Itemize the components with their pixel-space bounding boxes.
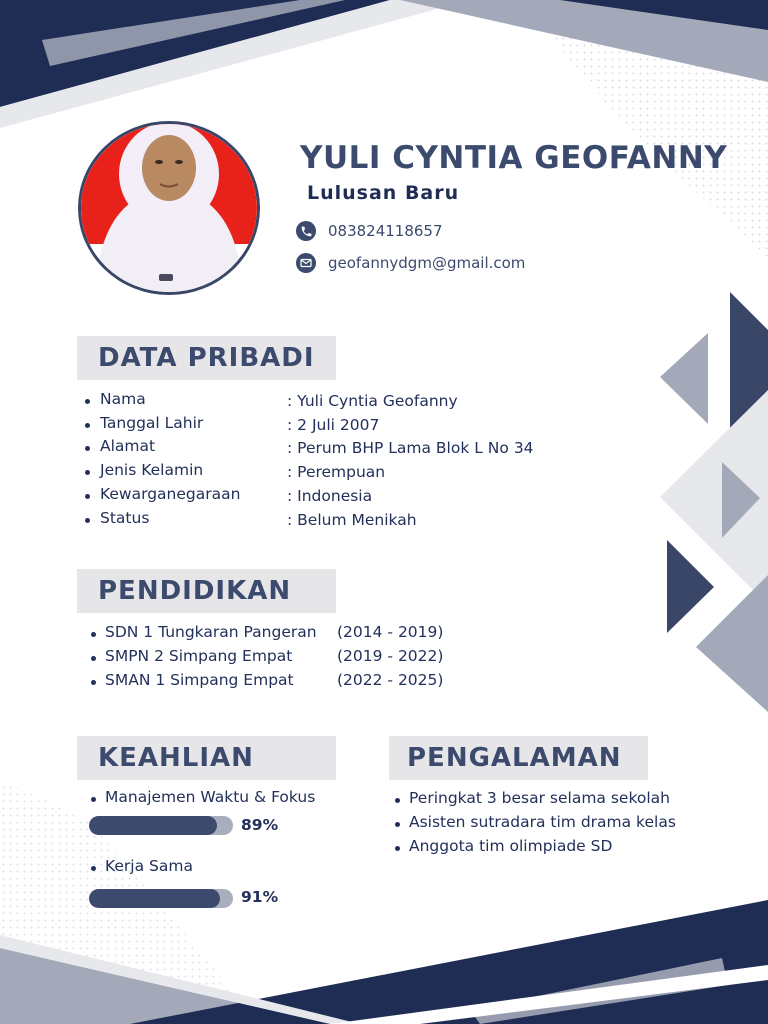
- contact-email[interactable]: [296, 253, 525, 273]
- contact-phone[interactable]: [296, 221, 443, 241]
- section-title-experience: PENGALAMAN: [389, 736, 648, 780]
- experience-item: Peringkat 3 besar selama sekolah: [389, 789, 676, 813]
- job-subtitle: Lulusan Baru: [307, 182, 460, 204]
- skill-item-2: [85, 857, 193, 875]
- education-school: SMPN 2 Simpang Empat: [85, 647, 317, 671]
- personal-label: Kewarganegaraan: [100, 485, 241, 503]
- skill-bar-fill: [89, 816, 217, 835]
- skill-name: Manajemen Waktu & Fokus: [85, 788, 315, 806]
- email-address: geofannydgm@gmail.com: [328, 254, 526, 272]
- section-title-education: PENDIDIKAN: [77, 569, 336, 613]
- personal-value: : Indonesia: [287, 487, 373, 505]
- personal-value: : Perempuan: [287, 463, 386, 481]
- bullet: [85, 423, 90, 428]
- profile-photo-illustration: [81, 124, 257, 292]
- personal-label: Nama: [100, 390, 146, 408]
- bullet: [85, 446, 90, 451]
- personal-label: Status: [100, 509, 150, 527]
- education-years: (2014 - 2019): [337, 623, 444, 641]
- phone-icon: [296, 221, 316, 241]
- experience-item: Asisten sutradara tim drama kelas: [389, 813, 676, 837]
- experience-list: [389, 789, 676, 861]
- personal-label: Alamat: [100, 437, 156, 455]
- education-school: SDN 1 Tungkaran Pangeran: [85, 623, 317, 647]
- email-icon: [296, 253, 316, 273]
- section-title-skills: KEAHLIAN: [77, 736, 336, 780]
- profile-photo: [78, 121, 260, 295]
- skill-bar-fill: [89, 889, 220, 908]
- education-years: (2022 - 2025): [337, 671, 444, 689]
- bullet: [85, 494, 90, 499]
- personal-value: : Perum BHP Lama Blok L No 34: [287, 439, 534, 457]
- bullet: [85, 399, 90, 404]
- experience-item: Anggota tim olimpiade SD: [389, 837, 676, 861]
- skill-percent: 89%: [241, 816, 279, 834]
- phone-number: 083824118657: [328, 222, 443, 240]
- bullet: [85, 518, 90, 523]
- skill-bar: [89, 889, 233, 908]
- bullet: [85, 470, 90, 475]
- full-name: YULI CYNTIA GEOFANNY: [300, 140, 728, 176]
- personal-value: : Yuli Cyntia Geofanny: [287, 392, 458, 410]
- skill-item-1: [85, 788, 315, 806]
- skill-percent: 91%: [241, 888, 279, 906]
- personal-label: Jenis Kelamin: [100, 461, 204, 479]
- skill-name: Kerja Sama: [85, 857, 193, 875]
- personal-value: : Belum Menikah: [287, 511, 417, 529]
- section-title-personal: DATA PRIBADI: [77, 336, 336, 380]
- skill-bar: [89, 816, 233, 835]
- personal-label: Tanggal Lahir: [100, 414, 204, 432]
- education-school: SMAN 1 Simpang Empat: [85, 671, 317, 695]
- education-years: (2019 - 2022): [337, 647, 444, 665]
- personal-value: : 2 Juli 2007: [287, 416, 380, 434]
- education-list: [85, 623, 317, 695]
